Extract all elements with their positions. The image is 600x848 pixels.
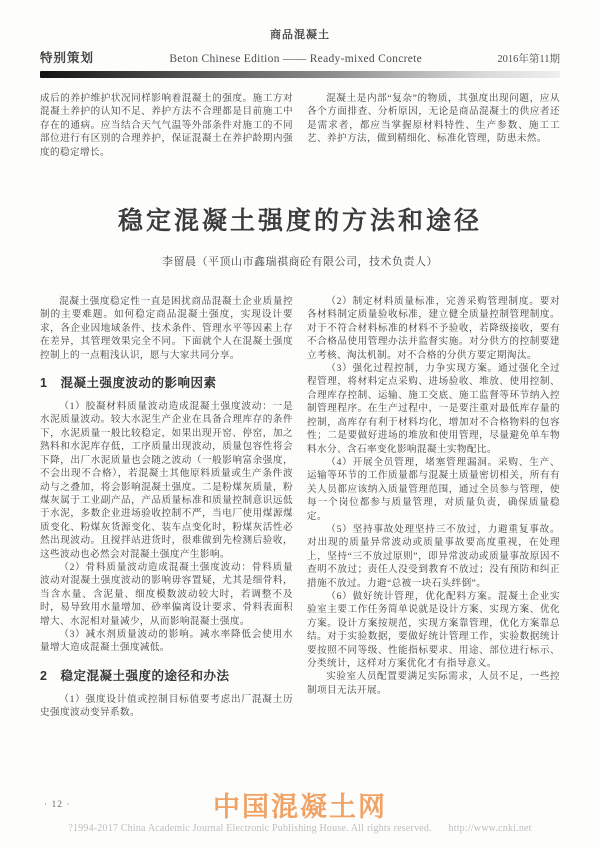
section-2-heading: 2 稳定混凝土强度的途径和办法	[40, 668, 230, 683]
body-right-column	[307, 295, 560, 720]
lead-paragraph: 混凝土强度稳定性一直是困扰商品混凝土企业质量控制的主要难题。如何稳定商品混凝土强度，实现设计要求，各企业因地域条件、技术条件、管理水平等因素上存在差异，其管理效果完全不同。下面就个人在混凝土强度控制上的一点粗浅认识，愿与大家共同分享。	[40, 296, 293, 361]
section-2-paragraph-1: （1）强度设计值或控制目标值要考虑出厂混凝土历史强度波动变异系数。	[40, 693, 293, 719]
section-2-paragraph-2: （2）制定材料质量标准，完善采购管理制度。要对各材料制定质量验收标准，建立健全质量控制管理制度。对于不符合材料标准的材料不予验收，若降级接收，要有不合格品使用管理办法并监督实施。对分供方的控制要建立考核、淘汰机制。对不合格的分供方要定期淘汰。	[307, 296, 560, 361]
header-row	[40, 48, 560, 66]
section-2-paragraph-5: （5）坚持事故处理坚持三不放过，力避重复事故。对出现的质量异常波动或质量事故要高度重视，在处理上，坚持“三不放过原则”，即异常波动或质量事故原因不查明不放过；责任人没受到教育不放过；没有预防和纠正措施不放过。力避“总被一块石头绊倒”。	[307, 523, 560, 589]
journal-title-en: Beton Chinese Edition —— Ready-mixed Concrete	[169, 53, 423, 65]
page-header	[0, 0, 600, 78]
intro-right-column	[307, 92, 560, 159]
section-1-heading: 1 混凝土强度波动的影响因素	[40, 376, 217, 391]
copyright-line	[0, 823, 600, 834]
intro-section	[0, 92, 600, 159]
journal-title-cn: 商品混凝土	[270, 29, 330, 41]
section-1-paragraph-3: （3）减水剂质量波动的影响。减水率降低会使用水量增大造成混凝土强度减低。	[40, 628, 293, 654]
intro-right-paragraph: 混凝土是内部“复杂”的物质，其强度出现问题，应从各个方面排查、分析原因，无论是商品混凝土的供应者还是需求者，都应当掌握原材料特性、生产参数、施工工艺、养护方法，做到精细化、标准化管理，防患未然。	[307, 93, 560, 145]
section-2-paragraph-3: （3）强化过程控制，力争实现方案。通过强化全过程管理，将材料定点采购、进场验收、堆放、使用控制、合理库存控制、运输、施工交底、施工监督等环节纳入控制管理程序。在生产过程中，一是要注重对最低库存量的控制，高库存有利于材料均化，增加对不合格物料的包容性；二是要做好进场的堆放和使用管理，尽量避免单车物料水分、含石率变化影响混凝土实物配比。	[307, 363, 560, 455]
header-gradient-rule	[40, 71, 560, 78]
page-number: · 12 ·	[44, 800, 71, 810]
article-body	[0, 295, 600, 720]
closing-paragraph: 实验室人员配置要满足实际需求，人员不足，一些控制项目无法开展。	[307, 671, 560, 696]
section-1-paragraph-1: （1）胶凝材料质量波动造成混凝土强度波动：一是水泥质量波动。较大水泥生产企业在具备合理库存的条件下，水泥质量一般比较稳定，如果出现开窑、停窑，加之熟料和水泥库存低，工序质量出现波动，质量包容性将会下降，出厂水泥质量也会随之波动（一般影响富余强度，不会出现不合格），若混凝土其他原料质量或生产条件波动与之叠加，将会影响混凝土强度。二是粉煤灰质量，粉煤灰属于工业副产品，产品质量标准和质量控制意识远低于水泥，多数企业进场验收控制不严，当电厂使用煤源煤质变化、粉煤灰货源变化、装车点变化时，粉煤灰活性必然出现波动。且搅拌站进货时，很难做到先检测后验收，这些波动也必然会对混凝土强度产生影响。	[40, 401, 293, 560]
article-author: 李留晨（平顶山市鑫瑞祺商砼有限公司，技术负责人）	[162, 256, 438, 269]
section-1-paragraph-2: （2）骨料质量波动造成混凝土强度波动：骨料质量波动对混凝土强度波动的影响毋容置疑，尤其是细骨料，当含水量、含泥量、细度模数波动较大时，若调整不及时，易导致用水量增加、砂率偏离设计要求、骨料表面积增大、水泥相对量减少，从而影响混凝土强度。	[40, 561, 293, 627]
cnki-url: http://www.cnki.net	[448, 823, 532, 834]
article-title: 稳定混凝土强度的方法和途径	[117, 207, 482, 236]
watermark-logo: 中国混凝土网	[213, 792, 387, 822]
intro-left-paragraph: 成后的养护维护状况同样影响着混凝土的强度。施工方对混凝土养护的认知不足、养护方法不合理都是目前施工中存在的通病。应当结合天气气温等外部条件对施工的不同部位进行有区别的合理养护，保证混凝土在养护龄期内强度的稳定增长。	[40, 93, 293, 158]
copyright-text: ?1994-2017 China Academic Journal Electronic Publishing House. All rights reserved.	[68, 823, 432, 834]
section-2-paragraph-4: （4）开展全员管理，堵塞管理漏洞。采购、生产、运输等环节的工作质量都与混凝土质量密切相关，所有有关人员都应该纳入质量管理范围，通过全员参与管理，使每一个岗位都参与质量管理，对质量负责，确保质量稳定。	[307, 456, 560, 522]
intro-left-column	[40, 92, 293, 159]
section-label: 特别策划	[40, 51, 95, 65]
body-left-column	[40, 295, 293, 720]
section-2-paragraph-6: （6）做好统计管理，优化配料方案。混凝土企业实验室主要工作任务简单说就是设计方案、实现方案、优化方案。设计方案按规范，实现方案靠管理，优化方案靠总结。对于实验数据，要做好统计管理工作，实验数据统计要按照不同等级、性能指标要求、用途、部位进行标示、分类统计，这样对方案优化才有指导意义。	[307, 590, 560, 669]
issue-label: 2016年第11期	[497, 54, 560, 65]
